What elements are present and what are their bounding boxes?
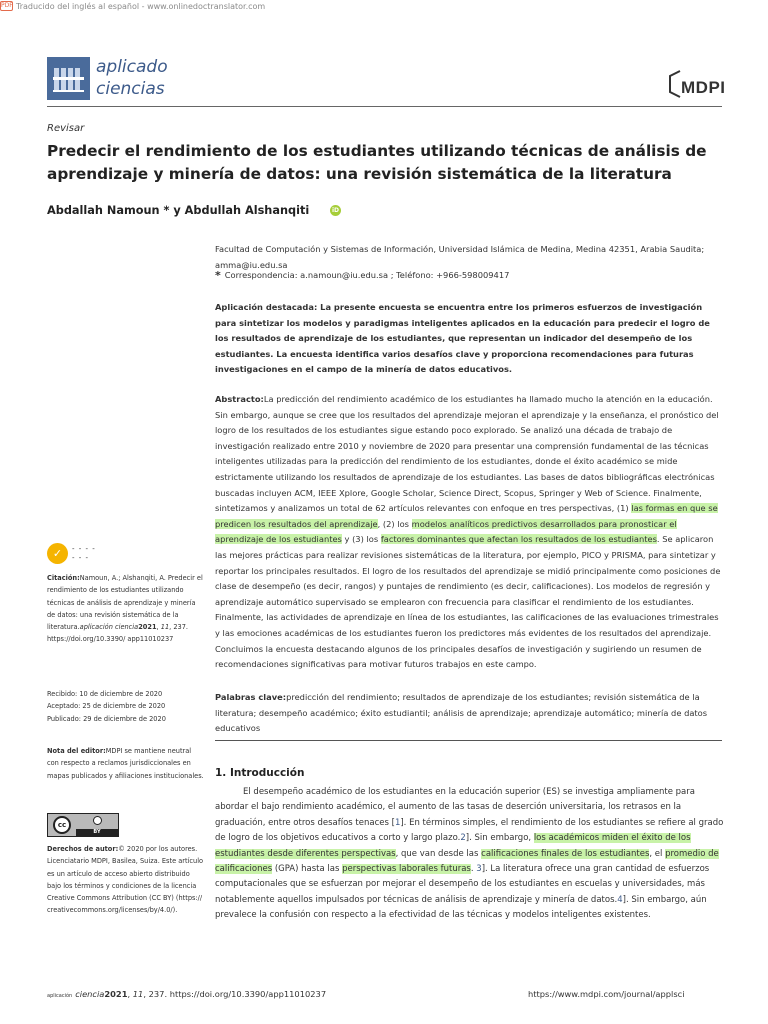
affiliation: Facultad de Computación y Sistemas de Información, Universidad Islámica de Medina, Medina 42351, Arabia Saudita; amma@iu.edu.sa [215,244,705,270]
check-for-updates-badge[interactable] [47,543,96,564]
intro-text: . [470,864,477,875]
citation-journal: aplicación ciencia [79,623,139,632]
checkmark-icon: ✓ [47,543,68,564]
abstract-text: , (2) los [377,518,412,529]
intro-text: , que van desde las [395,848,482,859]
intro-text: ]. Sin embargo, [465,833,534,844]
translate-pdf-icon: PDF [1,2,13,9]
citation-block: Citación:Namoun, A.; Alshanqiti, A. Predecir el rendimiento de los estudiantes utilizando técnicas de análisis de aprendizaje y minería de datos: una revisión sistemática de la literatura.aplicación ciencia2021, 11, 237. https://doi.org/10.3390/ app11010237 [47,574,203,644]
copyright-label: Derechos de autor: [47,845,119,853]
highlighted-phrase: factores dominantes que afectan los resultados de los estudiantes [380,534,657,545]
person-icon [93,816,102,825]
footer-journal-url[interactable]: https://www.mdpi.com/journal/applsci [528,989,685,999]
cc-text: cc [53,816,71,834]
citation-label: Citación: [47,574,80,582]
updates-label: - - - - - - - [72,544,96,562]
author-list: Abdallah Namoun * y Abdullah Alshanqiti [47,204,310,217]
correspondence-text: Correspondencia: a.namoun@iu.edu.sa ; Teléfono: +966-598009417 [224,270,510,280]
intro-text: ]. En términos simples, el rendimiento de los estudiantes se refiere al grado de logro de los objetivos educativos a corto y largo plazo. [215,817,724,844]
publisher-name: MDPI [681,78,726,97]
keywords-text: predicción del rendimiento; resultados de aprendizaje de los estudiantes; revisión sistemática de la literatura; desempeño académico; éxito estudiantil; análisis de aprendizaje; aprendizaje automático; minería de datos educativos [215,692,708,734]
highlighted-phrase: los académicos miden el éxito de los estudiantes desde diferentes perspectivas [215,833,691,859]
highlighted-phrase: las formas en que se predicen los resultados del aprendizaje [215,503,718,529]
intro-text: ]. La literatura ofrece una gran cantidad de esfuerzos computacionales que se esfuerzan por mejorar el desempeño de los estudiantes en escuelas y universidades, más notablemente aquellos impulsados por técnicas de análisis de aprendizaje y minería de datos. [215,864,710,905]
accepted-date: Aceptado: 25 de diciembre de 2020 [47,702,166,711]
reference-link[interactable]: 2 [460,833,466,844]
footer-doi[interactable]: , 237. https://doi.org/10.3390/app11010237 [143,989,327,999]
highlighted-phrase: promedio de calificaciones [215,848,719,875]
translator-banner-text: Traducido del inglés al español - www.onlinedoctranslator.com [16,1,266,11]
translator-banner[interactable] [0,0,265,12]
reference-link[interactable]: 4 [617,894,623,905]
abstract-text: La predicción del rendimiento académico de los estudiantes ha llamado mucho la atención en la educación. Sin embargo, aunque se cree que los resultados del aprendizaje mejoran el aprendizaje y la enseñanza, el pronóstico del logro de los resultados de los estudiantes sigue estando poco explorado. Se analizó una década de trabajo de investigación realizado entre 2010 y noviembre de 2020 para presentar una comprensión fundamental de las técnicas inteligentes utilizadas para la predicción del rendimiento de los estudiantes, donde el éxito académico se mide estrictamente utilizando los resultados de aprendizaje de los estudiantes. Las bases de datos bibliográficas electrónicas buscadas incluyen ACM, IEEE Xplore, Google Scholar, Science Direct, Scopus, Springer y Web of Science. Finalmente, sintetizamos y analizamos un total de 62 artículos relevantes con enfoque en tres perspectivas, (1) [215,394,719,514]
highlighted-phrase: perspectivas laborales futuras [342,864,471,875]
highlighted-phrase: modelos analíticos predictivos desarrollados para pronosticar el aprendizaje de los estudiantes [215,518,677,545]
mdpi-hexagon-icon [667,68,681,98]
article-title: Predecir el rendimiento de los estudiantes utilizando técnicas de análisis de aprendizaje y minería de datos: una revisión sistemática de la literatura [47,142,707,183]
abstract [215,392,725,673]
article-type: Revisar [47,123,85,134]
reference-link[interactable]: 1 [394,817,401,828]
editor-note [47,745,205,782]
section-divider [215,740,722,741]
footer-app-label: aplicación [47,993,73,999]
abstract-text: y (3) los [341,534,381,545]
copyright-text: © 2020 por los autores. Licenciatario MDPI, Basilea, Suiza. Este artículo es un artículo de acceso abierto distribuido bajo los términos y condiciones de la licencia Creative Commons Attribution (CC BY) (https:// creativecommons.org/licenses/by/4.0/). [47,845,204,915]
footer-citation [47,989,326,999]
footer-journal: ciencia [75,989,105,999]
keywords-label: Palabras clave: [215,692,287,702]
citation-year: 2021 [138,623,157,632]
attribution-icon [76,814,118,836]
published-date: Publicado: 29 de diciembre de 2020 [47,714,166,723]
abstract-text: . Se aplicaron las mejores prácticas para realizar revisiones sistemáticas de la literatura, por ejemplo, PICO y PRISMA, para sintetizar y reportar los principales resultados. El logro de los resultados del aprendizaje se midió principalmente como posiciones de clase de desempeño (es decir, rangos) y puntajes de rendimiento (es decir, calificaciones). Los modelos de regresión y aprendizaje automático supervisado se emplearon con frecuencia para clasificar el rendimiento de los estudiantes. Finalmente, las actividades de aprendizaje en línea de los estudiantes, las calificaciones de las evaluaciones trimestrales y las emociones académicas de los estudiantes fueron los predictores más evidentes de los resultados del aprendizaje. Concluimos la encuesta destacando algunos de los principales desafíos de investigación y sugiriendo un resumen de recomendaciones significativas para motivar futuros trabajos en este campo. [215,534,721,670]
intro-text: (GPA) hasta las [272,864,343,875]
reference-link[interactable]: 3 [476,864,482,875]
cc-by-license-badge[interactable] [47,813,119,837]
journal-name-line1: aplicado [96,57,168,77]
abstract-label: Abstracto: [215,394,264,404]
correspondence-mark: * [215,269,221,282]
intro-text: , el [649,848,666,859]
intro-text: El desempeño académico de los estudiantes en la educación superior (ES) se investiga ampliamente para abordar el bajo rendimiento académico, el aumento de las tasas de deserción universitaria, los retrasos en la graduación, entre otros desafíos tenaces [ [215,787,695,828]
received-date: Recibido: 10 de diciembre de 2020 [47,690,163,698]
introduction-paragraph [215,785,725,924]
citation-pages[interactable]: , 237. https://doi.org/10.3390/ app11010237 [47,623,189,644]
highlighted-phrase: calificaciones finales de los estudiantes [481,848,650,859]
orcid-icon[interactable]: iD [331,207,340,214]
section-heading: 1. Introducción [215,767,305,779]
by-label: BY [76,829,118,836]
header-divider [47,106,722,107]
editor-note-text: MDPI se mantiene neutral con respecto a reclamos jurisdiccionales en mapas publicados y afiliaciones institucionales. [47,747,204,780]
editor-note-label: Nota del editor: [47,747,106,755]
keywords [215,690,725,737]
application-highlight: Aplicación destacada: La presente encuesta se encuentra entre los primeros esfuerzos de investigación para sintetizar los modelos y paradigmas inteligentes aplicados en la educación para predecir el logro de los resultados de aprendizaje de los estudiantes, que representan un indicador del desempeño de los estudiantes. La encuesta identifica varios desafíos clave y proporciona recomendaciones para futuras investigaciones en el campo de la minería de datos educativos. [215,302,710,375]
journal-books-icon [47,57,90,100]
journal-name [96,56,168,100]
citation-volume: 11 [160,623,170,632]
journal-name-line2: ciencias [96,79,165,99]
cc-icon [48,814,76,836]
footer-volume: 11 [132,989,144,999]
footer-year: 2021 [104,989,128,999]
publication-dates [47,688,205,725]
copyright-block [47,843,205,917]
intro-text: ]. Sin embargo, aún prevalece la confusión con respecto a la efectividad de las técnicas y modelos inteligentes existentes. [215,894,707,921]
footer-separator: , [127,989,133,999]
citation-text: Namoun, A.; Alshanqiti, A. Predecir el rendimiento de los estudiantes utilizando técnicas de análisis de aprendizaje y minería de datos: una revisión sistemática de la literatura. [47,574,203,632]
publisher-logo [667,64,726,98]
correspondence [215,268,725,284]
